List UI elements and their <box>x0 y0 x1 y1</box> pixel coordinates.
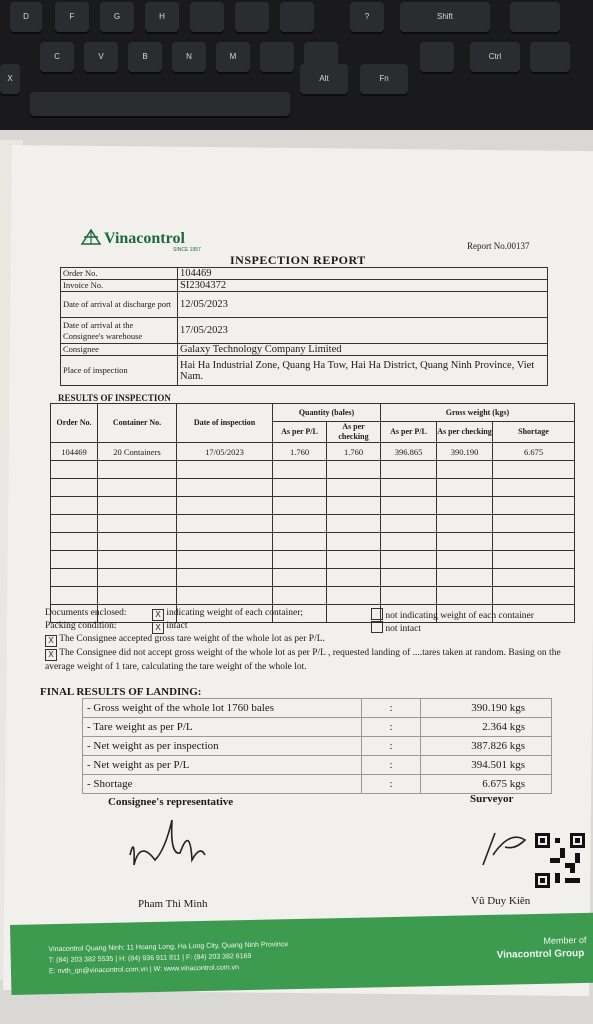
key-b: B <box>128 42 162 72</box>
final-row: - Shortage : 6.675 kgs <box>83 775 552 794</box>
key-alt: Alt <box>300 64 348 94</box>
final-unit: kgs <box>509 740 525 752</box>
final-row: - Gross weight of the whole lot 1760 bales : 390.190 kgs <box>83 699 552 718</box>
key-f: F <box>55 2 89 32</box>
empty-row <box>51 551 575 569</box>
keyboard <box>0 0 593 150</box>
option-not-indicating: not indicating weight of each container <box>385 611 534 621</box>
col-qty-pl: As per P/L <box>273 422 327 443</box>
documents-enclosed-label: Documents enclosed: <box>45 608 127 618</box>
key-n: N <box>172 42 206 72</box>
info-value: Hai Ha Industrial Zone, Quang Ha Tow, Hai Ha District, Quang Ninh Province, Viet Nam. <box>178 356 548 386</box>
final-value: 390.190 <box>471 702 507 714</box>
key-g: G <box>100 2 134 32</box>
col-container-no: Container No. <box>98 404 177 443</box>
empty-row <box>51 587 575 605</box>
key-c: C <box>40 42 74 72</box>
option-indicating: indicating weight of each container; <box>166 608 304 618</box>
final-unit: kgs <box>509 721 525 733</box>
empty-row <box>51 533 575 551</box>
empty-row <box>51 479 575 497</box>
report-title: INSPECTION REPORT <box>230 253 366 267</box>
cell: 1.760 <box>273 443 327 461</box>
footer-address: Vinacontrol Quang Ninh: 11 Hoang Long, Ha Long City, Quang Ninh Province <box>48 941 289 954</box>
info-table <box>60 267 548 386</box>
documents-section <box>45 608 575 674</box>
col-quantity: Quantity (bales) <box>273 404 381 422</box>
key-d: D <box>10 2 42 32</box>
results-label: RESULTS OF INSPECTION <box>58 393 171 403</box>
info-value: 17/05/2023 <box>178 318 548 344</box>
footer-phones: T: (84) 203 382 5535 | H: (84) 936 911 811 | F: (84) 203 382 6169 <box>48 952 252 965</box>
key-ctrl: Ctrl <box>470 42 520 72</box>
table-row <box>51 443 575 461</box>
final-label: Gross weight of the whole lot 1760 bales <box>93 702 274 714</box>
info-label: Consignee <box>61 344 178 356</box>
surveyor-title: Surveyor <box>470 793 514 805</box>
final-label: Shortage <box>93 778 133 790</box>
footer-contacts: E: nvth_qn@vinacontrol.com.vn | W: www.vinacontrol.com.vn <box>48 964 240 976</box>
footer-member-of: Member of <box>543 934 587 946</box>
col-gross-weight: Gross weight (kgs) <box>381 404 575 422</box>
key-h: H <box>145 2 179 32</box>
checkbox-not-intact <box>371 621 383 633</box>
empty-row <box>51 497 575 515</box>
info-value: 104469 <box>178 268 548 280</box>
info-label: Date of arrival at discharge port <box>61 292 178 318</box>
packing-condition-label: Packing condition: <box>45 621 117 631</box>
col-date: Date of inspection <box>177 404 273 443</box>
final-unit: kgs <box>509 759 525 771</box>
consignee-rep-title: Consignee's representative <box>108 796 234 808</box>
key-space <box>30 92 290 116</box>
accepted-statement: The Consignee accepted gross tare weight of the whole lot as per P/L. <box>59 634 325 644</box>
cell: 6.675 <box>493 443 575 461</box>
checkbox-accepted: X <box>45 635 57 647</box>
col-shortage: Shortage <box>493 422 575 443</box>
info-value: SI2304372 <box>178 280 548 292</box>
final-label: Tare weight as per P/L <box>93 721 193 733</box>
final-label: Net weight as per P/L <box>93 759 190 771</box>
final-unit: kgs <box>509 778 525 790</box>
final-unit: kgs <box>509 702 525 714</box>
consignee-signature <box>120 815 220 885</box>
brand-since: SINCE 1957 <box>173 247 201 253</box>
final-value: 6.675 <box>482 778 507 790</box>
footer-band <box>10 912 593 995</box>
info-value: 12/05/2023 <box>178 292 548 318</box>
key-x: X <box>0 64 20 94</box>
final-row: - Net weight as per P/L : 394.501 kgs <box>83 756 552 775</box>
final-value: 2.364 <box>482 721 507 733</box>
key-fn: Fn <box>360 64 408 94</box>
empty-row <box>51 569 575 587</box>
checkbox-not-indicating <box>371 608 383 620</box>
col-gw-pl: As per P/L <box>381 422 437 443</box>
key-blank <box>510 2 560 32</box>
checkbox-intact: X <box>152 622 164 634</box>
cell: 17/05/2023 <box>177 443 273 461</box>
key-blank <box>235 2 269 32</box>
final-results-title: FINAL RESULTS OF LANDING: <box>40 686 202 698</box>
final-value: 387.826 <box>471 740 507 752</box>
option-intact: intact <box>166 621 188 631</box>
col-gw-checking: As per checking <box>437 422 493 443</box>
col-qty-checking: As per checking <box>327 422 381 443</box>
empty-row <box>51 461 575 479</box>
final-label: Net weight as per inspection <box>93 740 219 752</box>
final-results-table <box>82 698 552 794</box>
key-v: V <box>84 42 118 72</box>
vinacontrol-logo <box>80 228 185 248</box>
info-label: Order No. <box>61 268 178 280</box>
checkbox-indicating: X <box>152 609 164 621</box>
key-m: M <box>216 42 250 72</box>
results-table <box>50 403 575 623</box>
final-row: - Tare weight as per P/L : 2.364 kgs <box>83 718 552 737</box>
info-label: Date of arrival at the Consignee's warehouse <box>61 318 178 344</box>
footer-group: Vinacontrol Group <box>496 947 585 961</box>
cell: 396.865 <box>381 443 437 461</box>
final-row: - Net weight as per inspection : 387.826 kgs <box>83 737 552 756</box>
info-value: Galaxy Technology Company Limited <box>178 344 548 356</box>
option-not-intact: not intact <box>385 624 421 634</box>
report-header <box>80 225 550 265</box>
report-number: Report No.00137 <box>467 241 530 251</box>
info-label: Invoice No. <box>61 280 178 292</box>
col-order-no: Order No. <box>51 404 98 443</box>
info-label: Place of inspection <box>61 356 178 386</box>
surveyor-name: Vũ Duy Kiên <box>471 895 531 907</box>
final-value: 394.501 <box>471 759 507 771</box>
not-accepted-statement: The Consignee did not accept gross weight of the whole lot as per P/L , requested landing of ....tares taken at random. Basing on the average weight of 1 tare, calculating the tare weight of the whole lot. <box>45 648 561 672</box>
key-shift: Shift <box>400 2 490 32</box>
cell: 104469 <box>51 443 98 461</box>
cell: 390.190 <box>437 443 493 461</box>
empty-row <box>51 515 575 533</box>
key-blank <box>280 2 314 32</box>
qr-code-icon <box>535 833 585 888</box>
logo-icon <box>80 228 102 246</box>
cell: 20 Containers <box>98 443 177 461</box>
consignee-rep-name: Pham Thi Minh <box>138 898 208 910</box>
checkbox-not-accepted: X <box>45 649 57 661</box>
brand-name: Vinacontrol <box>104 230 185 247</box>
key-blank <box>190 2 224 32</box>
cell: 1.760 <box>327 443 381 461</box>
key-question: ? <box>350 2 384 32</box>
